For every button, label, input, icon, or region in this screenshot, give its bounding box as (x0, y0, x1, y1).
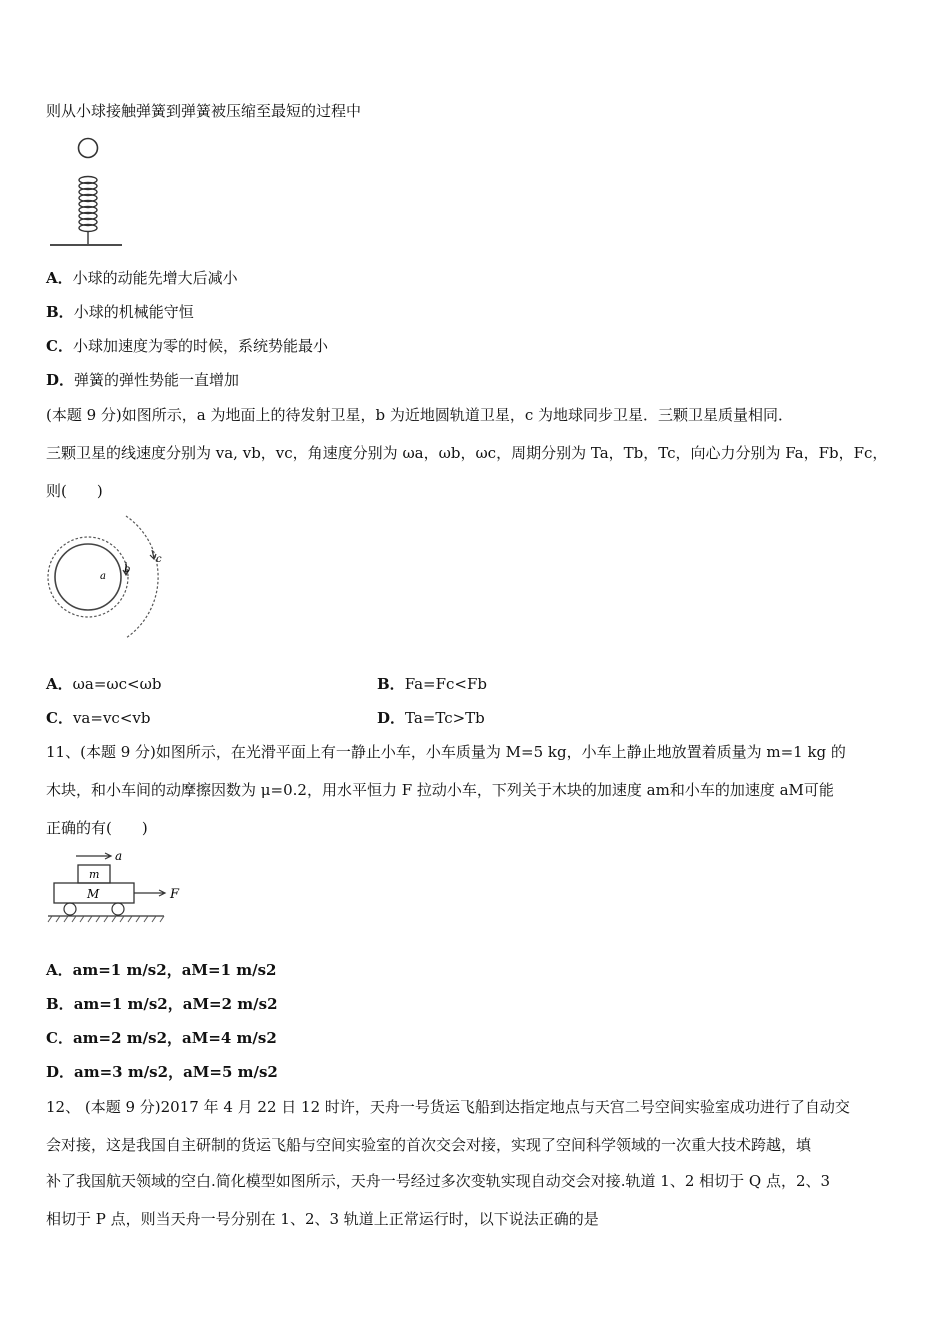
q11-option-c: C．am=2 m/s2，aM=4 m/s2 (46, 1029, 277, 1047)
label-a: a (100, 571, 106, 582)
q11-stem-line1: 11、(本题 9 分)如图所示，在光滑平面上有一静止小车，小车质量为 M=5 kg，小车上静止地放置着质量为 m=1 kg 的 (46, 743, 846, 761)
q9-option-b: B．小球的机械能守恒 (46, 303, 194, 321)
q10-option-d: D．Ta=Tc>Tb (377, 709, 485, 727)
q11-option-b: B．am=1 m/s2，aM=2 m/s2 (46, 995, 278, 1013)
q10-stem-line3: 则( ) (46, 482, 103, 500)
q10-option-b: B．Fa=Fc<Fb (377, 675, 487, 693)
label-M: M (87, 887, 100, 901)
orbit-b (48, 537, 131, 617)
q11-stem-line3: 正确的有( ) (46, 819, 148, 837)
q9-option-d: D．弹簧的弹性势能一直增加 (46, 371, 240, 389)
q12-stem-line1: 12、 (本题 9 分)2017 年 4 月 22 日 12 时许，天舟一号货运飞船到达指定地点与天宫二号空间实验室成功进行了自动交 (46, 1098, 850, 1116)
arrow-a-icon (76, 853, 111, 859)
ball-icon (79, 139, 98, 158)
spring-icon (79, 177, 97, 245)
cart-figure (46, 846, 196, 928)
arrow-F-icon (134, 890, 165, 896)
wheel-right (112, 903, 124, 915)
q11-option-d: D．am=3 m/s2，aM=5 m/s2 (46, 1063, 278, 1081)
orbit-c (126, 516, 158, 638)
label-c: c (156, 554, 162, 565)
label-a: a (115, 849, 123, 863)
orbit-figure (44, 512, 174, 642)
intro-text: 则从小球接触弹簧到弹簧被压缩至最短的过程中 (46, 102, 362, 120)
ground-hatch (48, 916, 164, 922)
q10-stem-line1: (本题 9 分)如图所示，a 为地面上的待发射卫星，b 为近地圆轨道卫星，c 为地球同步卫星．三颗卫星质量相同． (46, 406, 794, 424)
earth-circle (55, 544, 121, 610)
label-F: F (170, 887, 180, 902)
label-m: m (89, 868, 100, 881)
q12-stem-line4: 相切于 P 点，则当天舟一号分别在 1、2、3 轨道上正常运行时，以下说法正确的是 (46, 1210, 599, 1228)
q10-option-c: C．va=vc<vb (46, 709, 151, 727)
spring-ball-figure (46, 134, 126, 250)
q9-option-c: C．小球加速度为零的时候，系统势能最小 (46, 337, 328, 355)
q10-stem-line2: 三颗卫星的线速度分别为 va, vb，vc，角速度分别为 ωa，ωb，ωc，周期分别为 Ta，Tb，Tc，向心力分别为 Fa，Fb，Fc， (46, 444, 888, 462)
q9-option-a: A．小球的动能先增大后减小 (46, 269, 238, 287)
q10-option-a: A．ωa=ωc<ωb (46, 675, 162, 693)
wheel-left (64, 903, 76, 915)
q11-option-a: A．am=1 m/s2，aM=1 m/s2 (46, 961, 277, 979)
label-b: b (124, 564, 131, 575)
q12-stem-line3: 补了我国航天领域的空白.简化模型如图所示，天舟一号经过多次变轨实现自动交会对接.轨道 1、2 相切于 Q 点，2、3 (46, 1172, 831, 1190)
q12-stem-line2: 会对接，这是我国自主研制的货运飞船与空间实验室的首次交会对接，实现了空间科学领域的一次重大技术跨越，填 (46, 1136, 812, 1154)
q11-stem-line2: 木块，和小车间的动摩擦因数为 μ=0.2，用水平恒力 F 拉动小车，下列关于木块的加速度 am和小车的加速度 aM可能 (46, 781, 834, 799)
